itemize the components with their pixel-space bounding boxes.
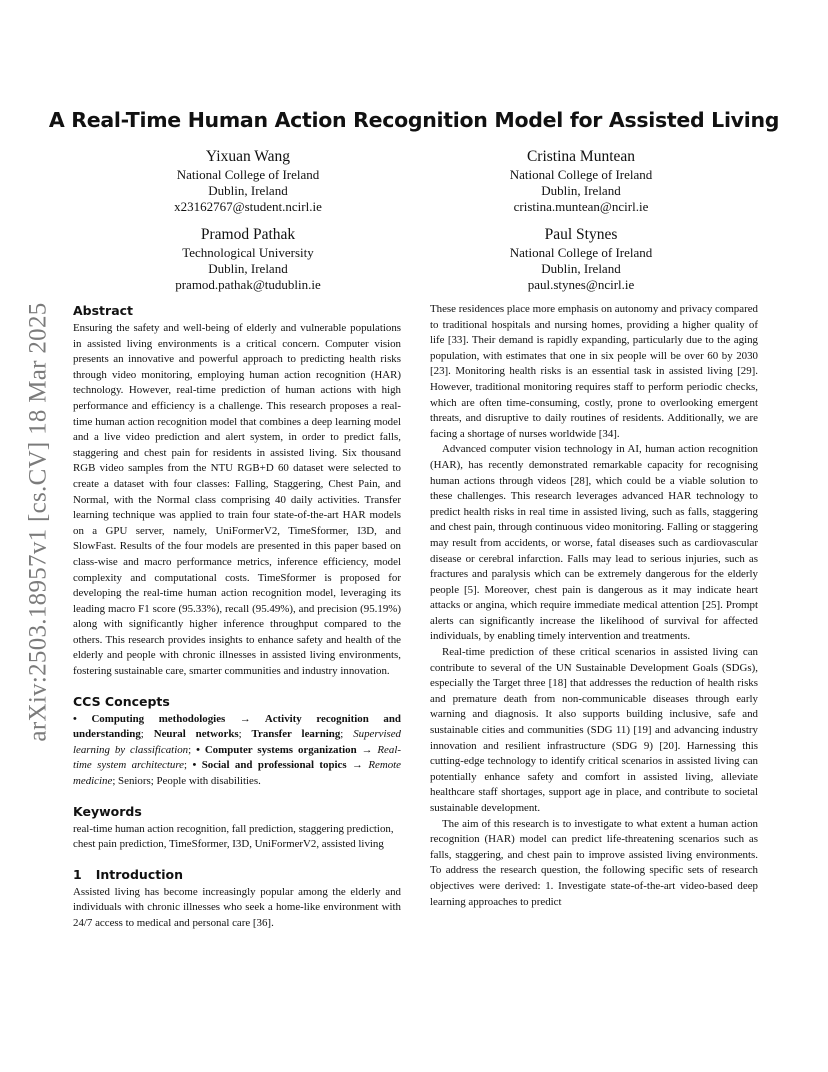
ccs-term: Neural networks [153, 728, 239, 741]
author-email: paul.stynes@ncirl.ie [527, 277, 635, 292]
author-email: x23162767@student.ncirl.ie [174, 199, 322, 214]
intro-paragraph: The aim of this research is to investigate to what extent a human action recognition (HAR) model can predict life-threatening scenarios such as falls, staggering, and chest pain to improve assisted living environments. To address the research question, the following specific sets of research objectives were derived: 1. Investigate state-of-the-art video-based deep learning approaches to predict [430, 817, 758, 908]
ccs-term: • Social and professional topics [192, 759, 347, 772]
keywords-heading: Keywords [73, 803, 142, 819]
arxiv-sidebar-stamp [24, 282, 54, 762]
ccs-separator: ; [184, 759, 193, 772]
author-email: cristina.muntean@ncirl.ie [513, 199, 649, 214]
ccs-separator: ; [140, 728, 154, 741]
author-name: Pramod Pathak [200, 226, 296, 243]
section-title: Introduction [95, 866, 183, 882]
ccs-term: • Computing methodologies → Activity recognition and understanding [73, 712, 401, 741]
author-affiliation: National College of Ireland [176, 167, 320, 182]
abstract-text: Ensuring the safety and well-being of elderly and vulnerable populations in assisted living environments is a critical concern. Computer vision presents an innovative and powerful approach to predicting health risks through video monitoring, employing human action recognition (HAR) technology. However, real-time prediction of human actions with high performance and efficiency is a challenge. This research proposes a real-time human action recognition model that combines a deep learning model and a live video prediction and alert system, in order to predict falls, staggering and chest pain for residents in assisted living. Six thousand RGB video samples from the NTU RGB+D 60 dataset were selected to create a dataset with four classes: Falling, Staggering, Chest Pain, and Normal, with the Normal class comprising 40 daily activities. Transfer learning technique was applied to train four state-of-the-art HAR models on a GPU server, namely, UniFormerV2, TimeSformer, I3D, and SlowFast. Results of the four models are presented in this paper based on class-wise and macro performance metrics, inference efficiency, model complexity and computational costs. TimeSformer is proposed for developing the real-time human action recognition model, leveraging its leading macro F1 score (95.33%), recall (95.49%), and precision (95.19%) along with significantly higher inference throughput compared to the others. This research provides insights to enhance safety and health of the elderly and people with chronic illnesses in assisted living environments, fostering sustainable care, smarter communities and industry innovation. [73, 322, 401, 678]
intro-paragraph: Advanced computer vision technology in AI, human action recognition (HAR), has recently demonstrated remarkable capacity for recognising human actions through videos [28], which could be a viable solution to these challenges. This research leverages advanced HAR technology to predict health risks in real time in assisted living, such as falls, staggering and chest pain, through continuous video monitoring. Falling or staggering may result from accidents, or worse, fatal diseases such as cardiovascular disease or cerebral infarction. Falls may lead to serious injuries, such as fractures and paralysis which can be extremely dangerous for the elderly people [5]. Moreover, chest pain is dangerous as it may indicate heart attacks or angina, which require immediate medical attention [25]. Prompt alerts can significantly increase the likelihood of survival for affected individuals, by enabling timely intervention and treatments. [430, 443, 758, 643]
author-email: pramod.pathak@tudublin.ie [175, 277, 321, 292]
ccs-separator: ; [188, 743, 197, 756]
section-number: 1 [73, 866, 82, 882]
ccs-term: Remote medicine [73, 759, 401, 788]
ccs-concepts [73, 712, 401, 790]
author-affiliation: National College of Ireland [509, 167, 653, 182]
ccs-term: • Computer systems organization → [196, 743, 373, 756]
author-block [118, 147, 378, 215]
left-column [73, 302, 401, 932]
author-affiliation: National College of Ireland [509, 245, 653, 260]
paper-title: A Real-Time Human Action Recognition Model for Assisted Living [48, 108, 780, 132]
author-location: Dublin, Ireland [541, 183, 621, 198]
author-name: Cristina Muntean [526, 148, 636, 165]
ccs-term: Transfer learning [251, 728, 341, 741]
ccs-term: Real-time system architecture [73, 743, 401, 772]
ccs-separator: ; Seniors; People with disabilities. [112, 775, 261, 788]
author-location: Dublin, Ireland [208, 261, 288, 276]
author-block [118, 225, 378, 293]
author-block [451, 225, 711, 293]
keywords-text: real-time human action recognition, fall prediction, staggering prediction, chest pain prediction, TimeSformer, I3D, UniFormerV2, assisted living [73, 822, 394, 851]
author-name: Paul Stynes [544, 226, 618, 243]
author-block [451, 147, 711, 215]
intro-paragraph: These residences place more emphasis on autonomy and privacy compared to traditional hospitals and nursing homes, providing a higher quality of life [33]. Their demand is rapidly expanding, particularly due to the aging population, with estimates that one in six people will be over 60 by 2030 [23]. Monitoring health risks is an essential task in assisted living [29]. However, traditional monitoring requires staff to perform periodic checks, which are often time-consuming, costly, prone to overlooking emergent threats, and disruptive to daily routines of residents. Additionally, we are facing a shortage of nurses worldwide [34]. [430, 303, 758, 440]
author-affiliation: Technological University [182, 245, 314, 260]
arxiv-identifier: arXiv:2503.18957v1 [cs.CV] 18 Mar 2025 [25, 302, 52, 742]
intro-paragraph: Real-time prediction of these critical scenarios in assisted living can contribute to several of the UN Sustainable Development Goals (SDGs), especially the Target three [18] that addresses the reduction of health risks and premature death from non-communicable diseases through early warning and diagnosis. It also supports building inclusive, safe and sustainable cities and communities (SDG 11) [19] and advancing industry innovation and resilient infrastructure (SDG 9) [20]. Harnessing this cutting-edge technology to identify critical scenarios in assisted living can potentially enhance safety and comfort in assisted living, alleviate healthcare staff shortages, support age in place, and contribute to societal sustainable development. [430, 646, 758, 814]
introduction-heading [73, 866, 401, 883]
author-location: Dublin, Ireland [541, 261, 621, 276]
abstract-heading: Abstract [73, 303, 134, 318]
author-name: Yixuan Wang [205, 148, 291, 165]
author-location: Dublin, Ireland [208, 183, 288, 198]
intro-paragraph: Assisted living has become increasingly popular among the elderly and individuals with chronic illnesses who seek a home-like environment with 24/7 access to medical and personal care [36]. [73, 885, 401, 929]
ccs-separator: ; [238, 728, 252, 741]
ccs-separator: → [346, 759, 369, 772]
ccs-separator: ; [340, 728, 354, 741]
right-column [430, 302, 758, 910]
ccs-heading: CCS Concepts [73, 693, 170, 709]
ccs-term: Supervised learning by classification [73, 728, 402, 756]
